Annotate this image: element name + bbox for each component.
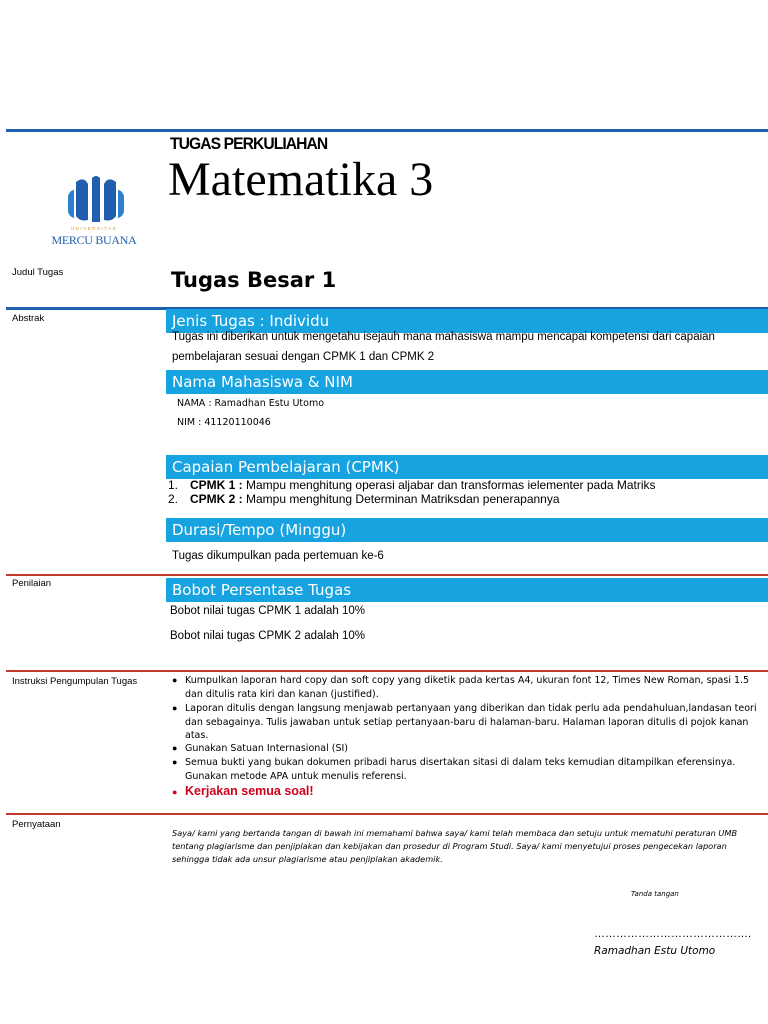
- signature-label: Tanda tangan: [631, 890, 679, 898]
- instruksi-line: Semua bukti yang bukan dokumen pribadi harus disertakan sitasi di dalam teks kemudian ditampilkan eferensinya.: [185, 757, 736, 768]
- student-nim: NIM : 41120110046: [177, 417, 271, 428]
- instruksi-line: Gunakan metode APA untuk menulis referensi.: [185, 770, 407, 782]
- instruksi-line: dan sebagainya. Tulis jawaban untuk setiap pertanyaan-baru di halaman-baru. Halaman laporan ditulis di pojok kanan: [185, 716, 749, 728]
- abstrak-label: Abstrak: [12, 313, 45, 324]
- instruksi-emphasis: Kerjakan semua soal!: [185, 784, 314, 798]
- pernyataan-rule: [6, 813, 768, 815]
- cpmk-number: 2.: [168, 492, 179, 506]
- bullet-dot: ●: [172, 675, 178, 685]
- cpmk-heading: Capaian Pembelajaran (CPMK): [166, 455, 768, 479]
- pernyataan-line: sehingga tidak ada unsur plagiarisme atau penjiplakan akademik.: [172, 854, 443, 864]
- instruksi-line: Laporan ditulis dengan langsung menjawab pertanyaan yang diberikan dan tidak perlu ada pendahuluan,landasan teori: [185, 703, 757, 714]
- instruksi-line: atas.: [185, 730, 209, 741]
- jenis-tugas-heading: Jenis Tugas : Individu: [166, 309, 768, 333]
- pernyataan-line: tentang plagiarisme dan penjiplakan dan kebijakan dan prosedur di Program Studi. Saya/ kami menyetujui proses pengecekan laporan: [172, 841, 727, 851]
- top-rule: [6, 129, 768, 132]
- instruksi-line: dan ditulis rata kiri dan kanan (justified).: [185, 688, 379, 700]
- cpmk-item: [168, 492, 560, 506]
- durasi-text: Tugas dikumpulkan pada pertemuan ke-6: [172, 550, 384, 562]
- cpmk-code: CPMK 1 :: [190, 478, 243, 492]
- instruksi-item: [185, 702, 757, 743]
- cpmk-item: [168, 478, 656, 492]
- bobot-heading: Bobot Persentase Tugas: [166, 578, 768, 602]
- assignment-title: Tugas Besar 1: [171, 268, 337, 292]
- pernyataan-label: Pernyataan: [12, 819, 61, 830]
- bullet-dot: ●: [172, 743, 178, 753]
- jenis-desc-line2: pembelajaran sesuai dengan CPMK 1 dan CPMK 2: [172, 351, 435, 363]
- instruksi-rule: [6, 670, 768, 672]
- instruksi-line: Kumpulkan laporan hard copy dan soft copy yang diketik pada kertas A4, ukuran font 12, Times New Roman, spasi 1.5: [185, 675, 750, 686]
- signature-line: …………………………………….: [594, 928, 752, 940]
- university-logo: [46, 176, 142, 248]
- instruksi-line: Gunakan Satuan Internasional (SI): [185, 743, 349, 754]
- bullet-dot: ●: [172, 787, 178, 797]
- judul-label: Judul Tugas: [12, 267, 64, 278]
- page-title: Matematika 3: [168, 153, 434, 206]
- instruksi-item: [185, 674, 749, 701]
- cpmk-text: Mampu menghitung Determinan Matriksdan penerapannya: [242, 492, 560, 506]
- logo-name: MERCU BUANA: [51, 233, 137, 247]
- cpmk-text: Mampu menghitung operasi aljabar dan transformas ielementer pada Matriks: [242, 478, 656, 492]
- cpmk-code: CPMK 2 :: [190, 492, 243, 506]
- mercu-buana-emblem-icon: [46, 176, 142, 228]
- durasi-heading: Durasi/Tempo (Minggu): [166, 518, 768, 542]
- instruksi-item: [185, 756, 735, 783]
- instruksi-label: Instruksi Pengumpulan Tugas: [12, 676, 138, 687]
- student-name: NAMA : Ramadhan Estu Utomo: [177, 398, 325, 409]
- penilaian-rule: [6, 574, 768, 576]
- bullet-dot: ●: [172, 757, 178, 767]
- document-kicker: TUGAS PERKULIAHAN: [170, 134, 328, 153]
- cpmk-number: 1.: [168, 478, 179, 492]
- pernyataan-line: Saya/ kami yang bertanda tangan di bawah ini memahami bahwa saya/ kami telah membaca dan setuju untuk mematuhi peraturan UMB: [172, 828, 738, 838]
- signer-name: Ramadhan Estu Utomo: [594, 945, 716, 957]
- bobot-line1: Bobot nilai tugas CPMK 1 adalah 10%: [170, 605, 365, 617]
- instruksi-item: [185, 742, 348, 756]
- penilaian-label: Penilaian: [12, 578, 52, 589]
- jenis-desc-line1: Tugas ini diberikan untuk mengetahu isejauh mana mahasiswa mampu mencapai kompetensi dari capaian: [172, 331, 715, 343]
- bobot-line2: Bobot nilai tugas CPMK 2 adalah 10%: [170, 630, 365, 642]
- bullet-dot: ●: [172, 703, 178, 713]
- logo-tagline: UNIVERSITAS: [70, 226, 118, 231]
- mahasiswa-heading: Nama Mahasiswa & NIM: [166, 370, 768, 394]
